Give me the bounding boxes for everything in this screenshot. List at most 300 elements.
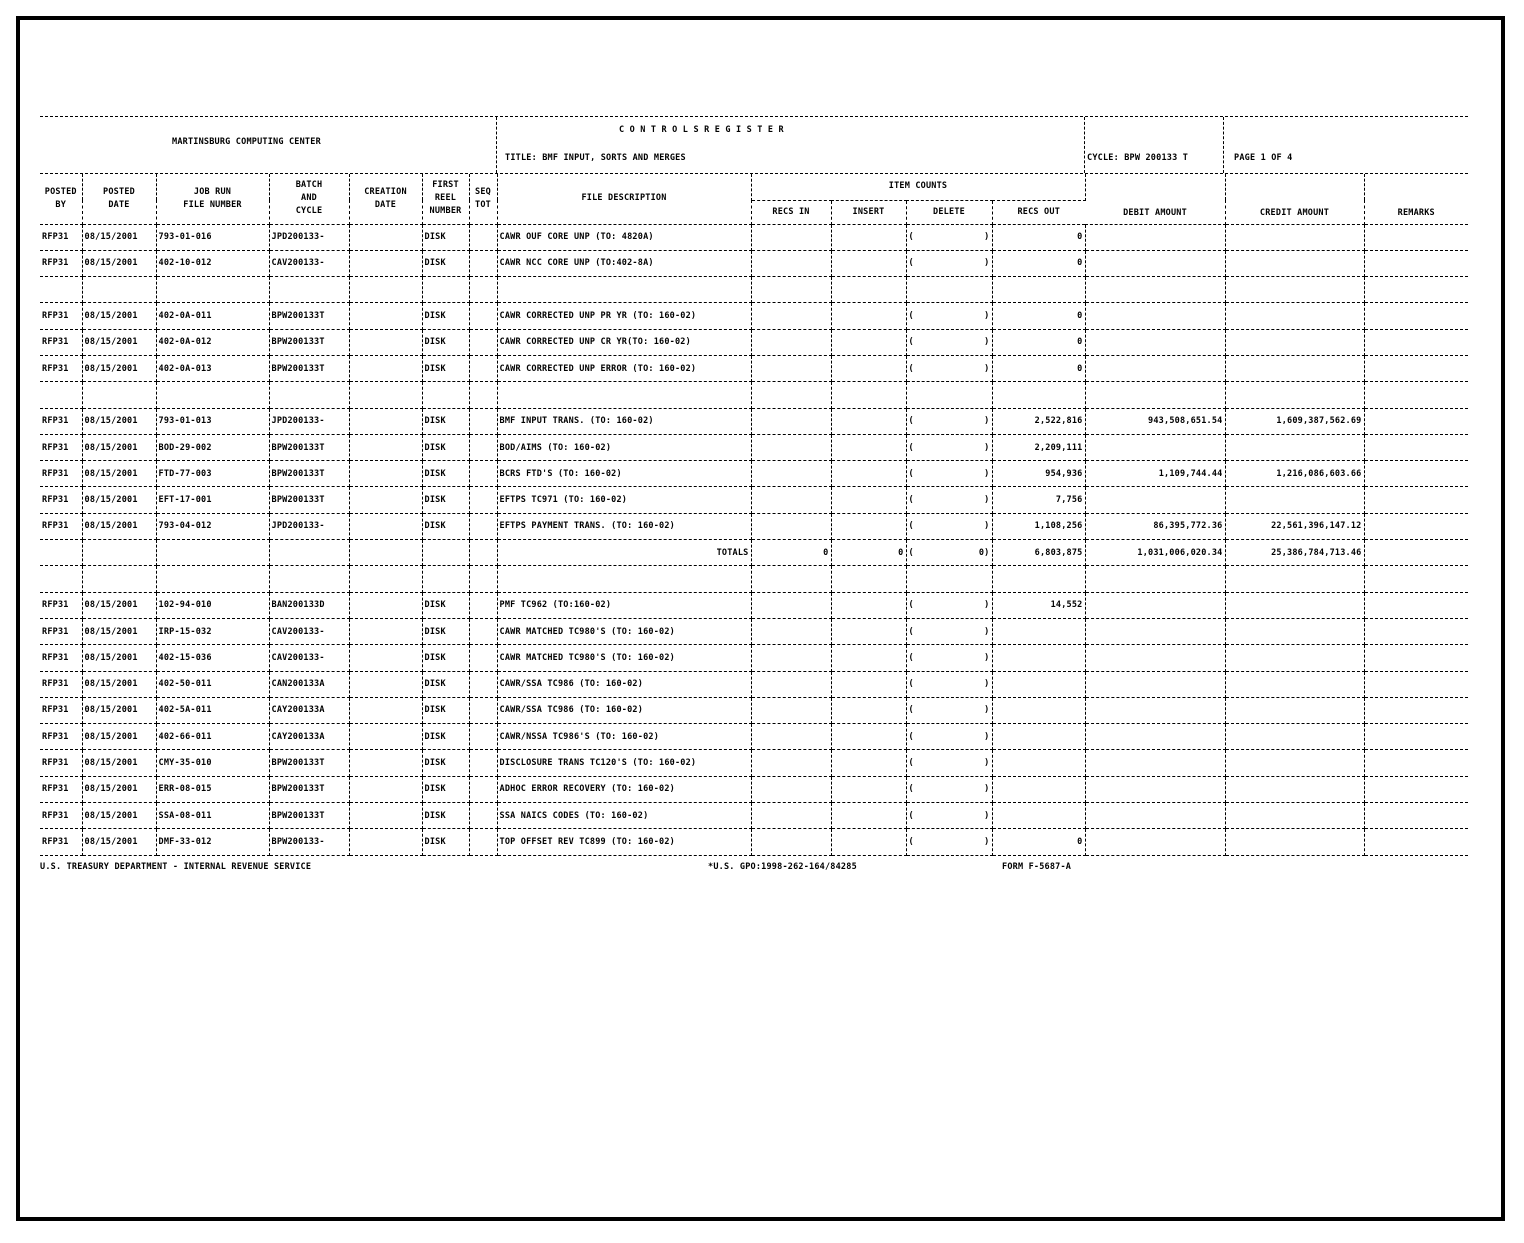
table-row (40, 618, 1468, 644)
cell-remarks (1364, 487, 1468, 513)
cell-file-description: CAWR CORRECTED UNP CR YR(TO: 160-02) (497, 329, 751, 355)
paren-close: ) (984, 363, 990, 374)
cell-posted-date: 08/15/2001 (82, 724, 156, 750)
cell-debit-amount: 1,109,744.44 (1085, 461, 1225, 487)
paren-close: ) (984, 705, 990, 716)
paren-close: ) (984, 495, 990, 506)
cell-posted-by: RFP31 (40, 355, 82, 381)
cell-remarks (1364, 224, 1468, 250)
table-row (40, 303, 1468, 329)
cell-first-reel: DISK (422, 355, 469, 381)
cell-debit-amount (1085, 303, 1225, 329)
cell-insert (831, 697, 906, 723)
paren-close: ) (984, 758, 990, 769)
paren-close: ) (984, 810, 990, 821)
cell-job-run: SSA-08-011 (156, 803, 269, 829)
cell-posted-by: RFP31 (40, 329, 82, 355)
cell-remarks (1364, 697, 1468, 723)
col-seq-l1: SEQ (475, 186, 491, 197)
cell-insert (831, 592, 906, 618)
cell-recs-out: 0 (992, 250, 1085, 276)
table-row (40, 592, 1468, 618)
cell-seq-tot (469, 513, 497, 539)
cell-seq-tot (469, 540, 497, 566)
cell-batch-cycle: BPW200133T (269, 487, 349, 513)
col-creation-l2: DATE (374, 199, 397, 210)
cell-recs-out: 1,108,256 (992, 513, 1085, 539)
cell-posted-by: RFP31 (40, 697, 82, 723)
cell-recs-out: 0 (992, 355, 1085, 381)
table-header (40, 174, 1468, 224)
cell-recs-in (751, 461, 831, 487)
cell-job-run: 402-0A-012 (156, 329, 269, 355)
cell-recs-out (992, 697, 1085, 723)
table-row (40, 697, 1468, 723)
paren-close: ) (984, 652, 990, 663)
cell-file-description: CAWR OUF CORE UNP (TO: 4820A) (497, 224, 751, 250)
cell-posted-date: 08/15/2001 (82, 250, 156, 276)
header-page-cell (1224, 117, 1468, 173)
cell-insert (831, 224, 906, 250)
cell-seq-tot (469, 750, 497, 776)
cell-delete (906, 803, 992, 829)
cell-delete (906, 671, 992, 697)
cell-batch-cycle: JPD200133- (269, 224, 349, 250)
cell-posted-date: 08/15/2001 (82, 513, 156, 539)
cell-posted-date: 08/15/2001 (82, 776, 156, 802)
paren-open: ( (908, 810, 914, 821)
cell-posted-by: RFP31 (40, 671, 82, 697)
cell-job-run: CMY-35-010 (156, 750, 269, 776)
header-title-cell (497, 117, 1085, 173)
cell-posted-date: 08/15/2001 (82, 434, 156, 460)
cell-first-reel: DISK (422, 776, 469, 802)
cell-job-run: ERR-08-015 (156, 776, 269, 802)
table-row (40, 434, 1468, 460)
cell-credit-amount (1225, 724, 1364, 750)
cell-remarks (1364, 829, 1468, 855)
cell-job-run: 402-10-012 (156, 250, 269, 276)
cell-creation-date (349, 724, 422, 750)
cell-file-description: TOP OFFSET REV TC899 (TO: 160-02) (497, 829, 751, 855)
cell-insert (831, 408, 906, 434)
cell-seq-tot (469, 645, 497, 671)
cell-delete (906, 697, 992, 723)
cell-recs-out: 954,936 (992, 461, 1085, 487)
cell-batch-cycle: JPD200133- (269, 408, 349, 434)
cell-remarks (1364, 540, 1468, 566)
cell-debit-amount (1085, 618, 1225, 644)
cell-posted-date: 08/15/2001 (82, 355, 156, 381)
cell-creation-date (349, 303, 422, 329)
cell-recs-out: 14,552 (992, 592, 1085, 618)
cell-delete (906, 618, 992, 644)
cell-job-run: 793-04-012 (156, 513, 269, 539)
cell-job-run: 793-01-013 (156, 408, 269, 434)
cell-recs-in (751, 803, 831, 829)
cell-batch-cycle: CAV200133- (269, 250, 349, 276)
cell-batch-cycle: CAY200133A (269, 724, 349, 750)
col-debit-amount: DEBIT AMOUNT (1085, 174, 1225, 224)
cell-posted-date: 08/15/2001 (82, 408, 156, 434)
cell-recs-in (751, 829, 831, 855)
paren-open: ( (908, 521, 914, 532)
cell-recs-out: 0 (992, 329, 1085, 355)
cell-recs-in (751, 697, 831, 723)
cell-remarks (1364, 645, 1468, 671)
cell-seq-tot (469, 697, 497, 723)
cell-creation-date (349, 434, 422, 460)
cell-credit-amount (1225, 250, 1364, 276)
paren-close: ) (984, 731, 990, 742)
cell-remarks (1364, 513, 1468, 539)
cell-job-run (156, 277, 269, 303)
paren-close: ) (984, 258, 990, 269)
table-row (40, 724, 1468, 750)
cell-batch-cycle: BPW200133T (269, 329, 349, 355)
report-footer (40, 860, 1468, 878)
cell-insert (831, 355, 906, 381)
cell-debit-amount (1085, 697, 1225, 723)
col-posted-by (40, 174, 82, 224)
paren-open: ( (908, 705, 914, 716)
cell-creation-date (349, 329, 422, 355)
cell-creation-date (349, 277, 422, 303)
cell-credit-amount (1225, 592, 1364, 618)
cell-posted-date (82, 277, 156, 303)
cell-recs-in (751, 750, 831, 776)
cell-posted-date: 08/15/2001 (82, 618, 156, 644)
cell-remarks (1364, 303, 1468, 329)
col-file-description: FILE DESCRIPTION (497, 174, 751, 224)
cell-insert (831, 671, 906, 697)
cell-batch-cycle: BPW200133T (269, 461, 349, 487)
cell-posted-by: RFP31 (40, 776, 82, 802)
cell-posted-date (82, 540, 156, 566)
cell-delete (906, 540, 992, 566)
cell-credit-amount (1225, 829, 1364, 855)
cell-delete (906, 724, 992, 750)
cell-file-description: EFTPS PAYMENT TRANS. (TO: 160-02) (497, 513, 751, 539)
cell-credit-amount (1225, 382, 1364, 408)
cell-remarks (1364, 408, 1468, 434)
cell-insert (831, 803, 906, 829)
cell-job-run: IRP-15-032 (156, 618, 269, 644)
cell-batch-cycle: JPD200133- (269, 513, 349, 539)
paren-open: ( (908, 258, 914, 269)
cell-batch-cycle: BPW200133T (269, 303, 349, 329)
register-title: TITLE: BMF INPUT, SORTS AND MERGES (505, 153, 686, 163)
table-row (40, 750, 1468, 776)
cell-debit-amount (1085, 592, 1225, 618)
cell-batch-cycle: CAV200133- (269, 645, 349, 671)
cell-credit-amount (1225, 618, 1364, 644)
paren-open: ( (908, 232, 914, 243)
paren-open: ( (908, 468, 914, 479)
cell-posted-date: 08/15/2001 (82, 750, 156, 776)
cell-recs-out (992, 618, 1085, 644)
cell-remarks (1364, 329, 1468, 355)
table-row (40, 566, 1468, 592)
cell-posted-by: RFP31 (40, 224, 82, 250)
cell-credit-amount (1225, 645, 1364, 671)
cell-batch-cycle: BPW200133- (269, 829, 349, 855)
cell-credit-amount (1225, 224, 1364, 250)
cell-first-reel: DISK (422, 329, 469, 355)
cell-delete (906, 592, 992, 618)
footer-form-number: FORM F-5687-A (1002, 861, 1072, 872)
cell-first-reel: DISK (422, 487, 469, 513)
cell-job-run: 402-50-011 (156, 671, 269, 697)
cell-posted-date: 08/15/2001 (82, 829, 156, 855)
col-posted-date-l2: DATE (108, 199, 130, 210)
cell-seq-tot (469, 277, 497, 303)
cell-debit-amount: 943,508,651.54 (1085, 408, 1225, 434)
cell-seq-tot (469, 224, 497, 250)
cell-delete (906, 434, 992, 460)
cell-recs-out: 7,756 (992, 487, 1085, 513)
table-row (40, 540, 1468, 566)
cell-delete (906, 303, 992, 329)
cell-insert (831, 724, 906, 750)
delete-value: 0 (978, 547, 985, 558)
col-reel-l3: NUMBER (429, 206, 462, 217)
cell-remarks (1364, 592, 1468, 618)
cell-first-reel (422, 540, 469, 566)
cell-first-reel: DISK (422, 803, 469, 829)
cell-credit-amount: 25,386,784,713.46 (1225, 540, 1364, 566)
cell-debit-amount (1085, 566, 1225, 592)
paren-open: ( (908, 758, 914, 769)
cell-recs-in (751, 408, 831, 434)
cell-delete (906, 277, 992, 303)
cell-delete (906, 645, 992, 671)
cell-creation-date (349, 750, 422, 776)
cell-posted-by: RFP31 (40, 513, 82, 539)
cell-seq-tot (469, 803, 497, 829)
cell-credit-amount (1225, 277, 1364, 303)
cell-posted-by: RFP31 (40, 592, 82, 618)
col-seq-tot (469, 174, 497, 224)
cell-remarks (1364, 382, 1468, 408)
cell-first-reel: DISK (422, 408, 469, 434)
cell-creation-date (349, 618, 422, 644)
table-row (40, 329, 1468, 355)
paren-open: ( (908, 836, 914, 847)
cell-batch-cycle: BPW200133T (269, 803, 349, 829)
cell-recs-in (751, 671, 831, 697)
cell-creation-date (349, 776, 422, 802)
cell-recs-out (992, 803, 1085, 829)
col-posted-by-l2: BY (55, 199, 67, 210)
paren-close: ) (984, 784, 990, 795)
table-row (40, 487, 1468, 513)
cell-remarks (1364, 724, 1468, 750)
cell-delete (906, 566, 992, 592)
col-reel-l2: REEL (434, 193, 457, 204)
cell-remarks (1364, 803, 1468, 829)
cell-insert (831, 618, 906, 644)
cell-debit-amount (1085, 434, 1225, 460)
table-row (40, 671, 1468, 697)
table-row (40, 355, 1468, 381)
cell-recs-in (751, 513, 831, 539)
cell-seq-tot (469, 408, 497, 434)
col-posted-by-l1: POSTED (44, 186, 77, 197)
cell-recs-out (992, 645, 1085, 671)
paren-close: ) (984, 311, 990, 322)
table-row (40, 803, 1468, 829)
cell-recs-out (992, 776, 1085, 802)
cell-posted-by: RFP31 (40, 487, 82, 513)
cell-seq-tot (469, 303, 497, 329)
cell-job-run: FTD-77-003 (156, 461, 269, 487)
cell-seq-tot (469, 671, 497, 697)
paren-open: ( (908, 311, 914, 322)
cell-credit-amount (1225, 329, 1364, 355)
cell-first-reel: DISK (422, 461, 469, 487)
cell-file-description: CAWR NCC CORE UNP (TO:402-8A) (497, 250, 751, 276)
cell-credit-amount (1225, 776, 1364, 802)
cell-recs-out (992, 750, 1085, 776)
cell-file-description: SSA NAICS CODES (TO: 160-02) (497, 803, 751, 829)
cell-file-description (497, 566, 751, 592)
cell-recs-out: 2,522,816 (992, 408, 1085, 434)
cell-remarks (1364, 776, 1468, 802)
cell-batch-cycle: BPW200133T (269, 750, 349, 776)
footer-gpo: *U.S. GPO:1998-262-164/84285 (708, 861, 857, 872)
paren-close: ) (984, 442, 990, 453)
paren-open: ( (908, 416, 914, 427)
cell-posted-date (82, 566, 156, 592)
cell-insert (831, 645, 906, 671)
cell-credit-amount (1225, 566, 1364, 592)
cell-posted-date: 08/15/2001 (82, 671, 156, 697)
cell-first-reel: DISK (422, 618, 469, 644)
cell-file-description: CAWR CORRECTED UNP ERROR (TO: 160-02) (497, 355, 751, 381)
cell-delete (906, 382, 992, 408)
cell-debit-amount (1085, 487, 1225, 513)
col-batch-l3: CYCLE (295, 206, 323, 217)
paren-open: ( (908, 337, 914, 348)
cell-delete (906, 408, 992, 434)
cell-file-description: CAWR MATCHED TC980'S (TO: 160-02) (497, 645, 751, 671)
cell-recs-in (751, 303, 831, 329)
cell-recs-out (992, 382, 1085, 408)
cell-credit-amount (1225, 303, 1364, 329)
cell-file-description: ADHOC ERROR RECOVERY (TO: 160-02) (497, 776, 751, 802)
cell-credit-amount (1225, 671, 1364, 697)
cell-recs-in (751, 382, 831, 408)
paren-open: ( (908, 679, 914, 690)
cell-insert (831, 829, 906, 855)
cell-job-run: DMF-33-012 (156, 829, 269, 855)
cell-recs-in (751, 724, 831, 750)
col-job-run-l2: FILE NUMBER (183, 199, 242, 210)
cell-batch-cycle: BPW200133T (269, 355, 349, 381)
cell-seq-tot (469, 355, 497, 381)
cell-debit-amount: 86,395,772.36 (1085, 513, 1225, 539)
cell-first-reel: DISK (422, 645, 469, 671)
cell-file-description: BOD/AIMS (TO: 160-02) (497, 434, 751, 460)
cell-creation-date (349, 645, 422, 671)
cell-recs-out: 0 (992, 303, 1085, 329)
cell-job-run: 402-5A-011 (156, 697, 269, 723)
cell-creation-date (349, 829, 422, 855)
cell-posted-by: RFP31 (40, 829, 82, 855)
cell-first-reel: DISK (422, 592, 469, 618)
cell-creation-date (349, 250, 422, 276)
paren-open: ( (908, 731, 914, 742)
cell-delete (906, 487, 992, 513)
cell-seq-tot (469, 566, 497, 592)
cell-insert (831, 513, 906, 539)
col-batch-cycle (269, 174, 349, 224)
controls-register-report (40, 116, 1468, 878)
page-label: PAGE 1 OF 4 (1234, 153, 1293, 163)
header-cycle-cell (1085, 117, 1224, 173)
cell-posted-by (40, 382, 82, 408)
cell-first-reel: DISK (422, 434, 469, 460)
cell-batch-cycle: BPW200133T (269, 776, 349, 802)
paren-close: ) (984, 337, 990, 348)
paren-open: ( (908, 442, 914, 453)
cell-first-reel: DISK (422, 303, 469, 329)
cell-posted-date: 08/15/2001 (82, 461, 156, 487)
cell-insert (831, 277, 906, 303)
cell-posted-by: RFP31 (40, 303, 82, 329)
paren-open: ( (908, 495, 914, 506)
table-row (40, 645, 1468, 671)
cell-recs-in (751, 487, 831, 513)
cell-recs-out: 0 (992, 829, 1085, 855)
cell-credit-amount (1225, 697, 1364, 723)
register-table (40, 174, 1468, 856)
center-name: MARTINSBURG COMPUTING CENTER (172, 137, 321, 147)
cell-posted-date: 08/15/2001 (82, 487, 156, 513)
cell-posted-date: 08/15/2001 (82, 224, 156, 250)
cell-recs-in (751, 329, 831, 355)
cell-debit-amount (1085, 355, 1225, 381)
paren-close: ) (984, 836, 990, 847)
cell-debit-amount (1085, 224, 1225, 250)
paren-open: ( (908, 626, 914, 637)
cell-posted-by (40, 277, 82, 303)
table-row (40, 513, 1468, 539)
cell-remarks (1364, 355, 1468, 381)
cell-posted-date: 08/15/2001 (82, 592, 156, 618)
col-item-counts: ITEM COUNTS (751, 174, 1085, 200)
cell-file-description: CAWR/SSA TC986 (TO: 160-02) (497, 697, 751, 723)
cell-debit-amount (1085, 645, 1225, 671)
cell-insert (831, 566, 906, 592)
cell-debit-amount (1085, 329, 1225, 355)
cell-creation-date (349, 224, 422, 250)
footer-agency: U.S. TREASURY DEPARTMENT - INTERNAL REVENUE SERVICE (40, 861, 312, 872)
cell-posted-date: 08/15/2001 (82, 803, 156, 829)
cell-seq-tot (469, 487, 497, 513)
cell-first-reel: DISK (422, 750, 469, 776)
cell-credit-amount: 1,216,086,603.66 (1225, 461, 1364, 487)
cell-batch-cycle (269, 277, 349, 303)
cell-recs-in (751, 776, 831, 802)
cell-seq-tot (469, 618, 497, 644)
cell-recs-out: 2,209,111 (992, 434, 1085, 460)
col-creation-date (349, 174, 422, 224)
col-seq-l2: TOT (475, 199, 491, 210)
cell-debit-amount (1085, 382, 1225, 408)
cell-seq-tot (469, 434, 497, 460)
